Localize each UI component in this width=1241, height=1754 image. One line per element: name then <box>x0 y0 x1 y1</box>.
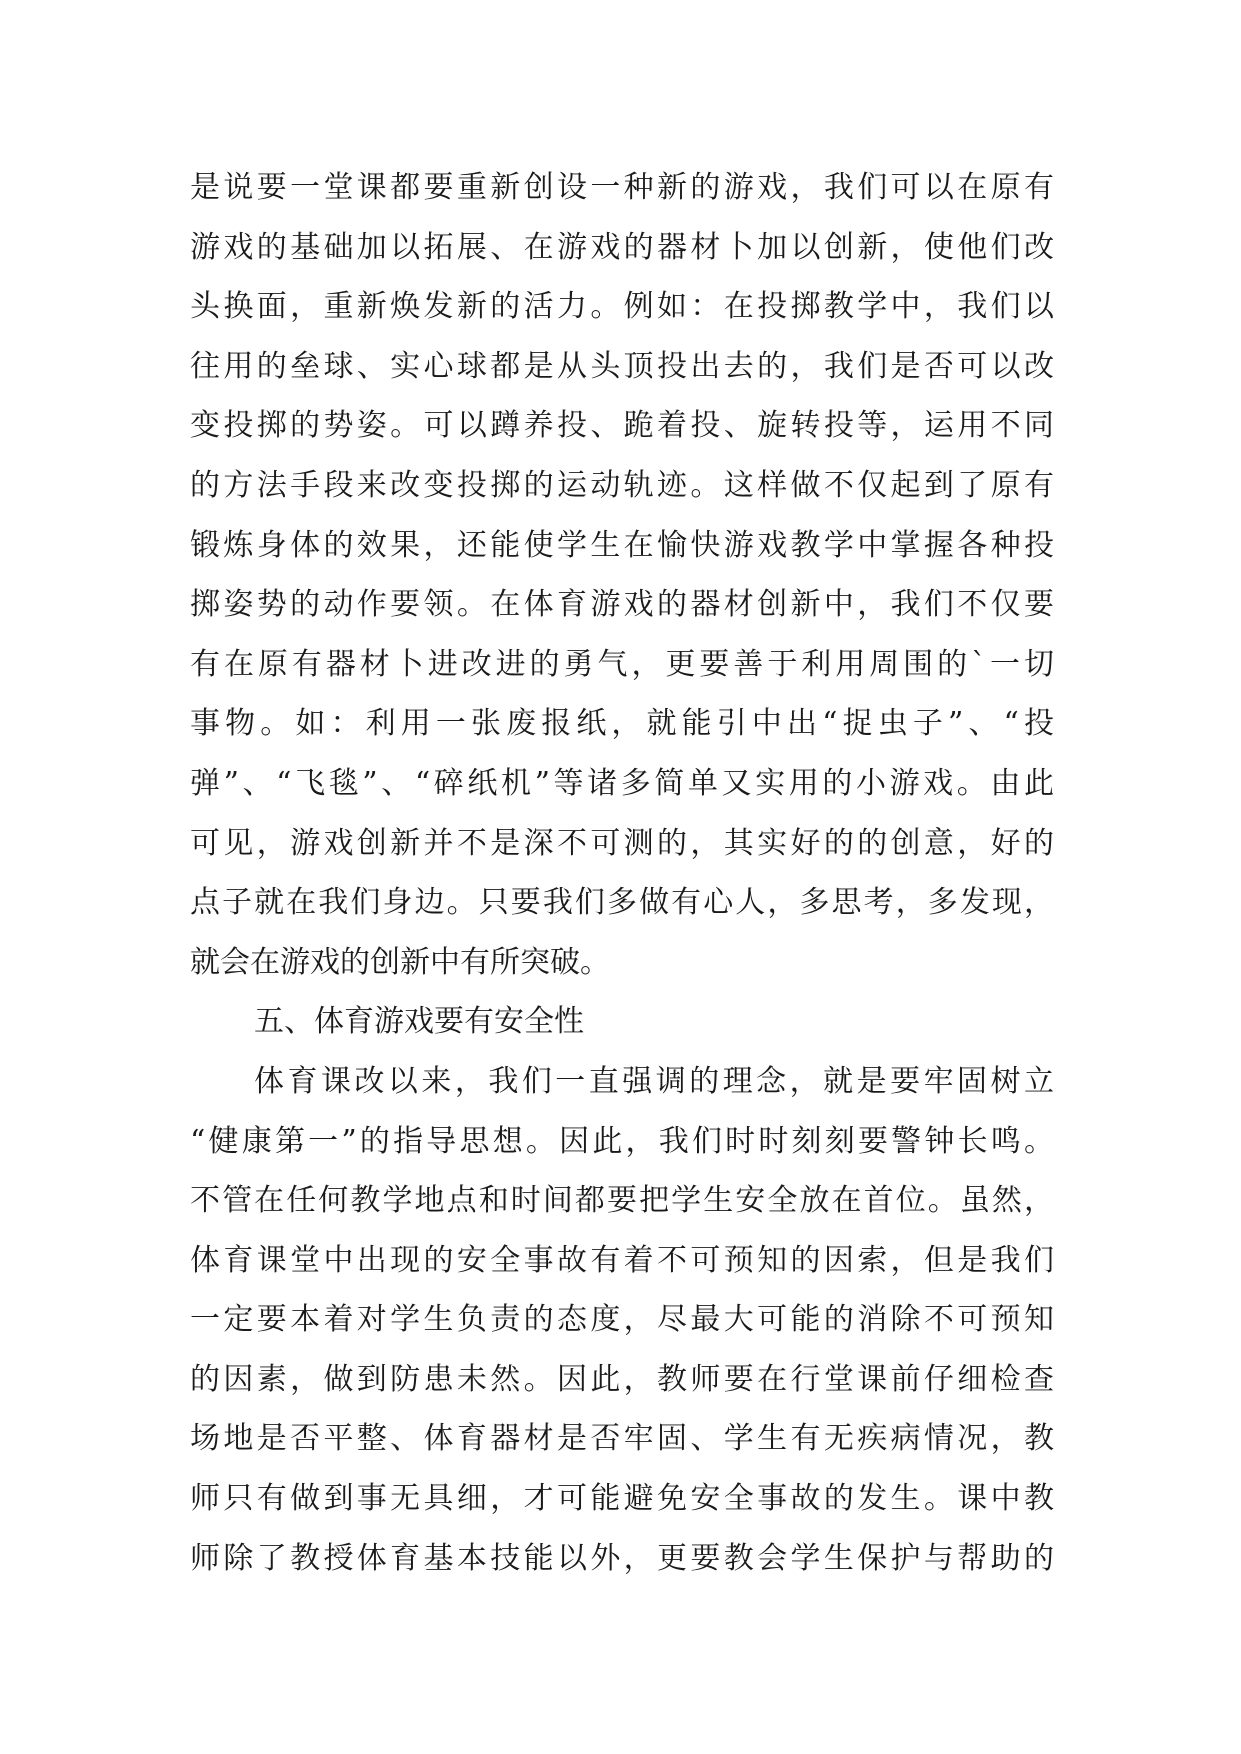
text-line: 头换面，重新焕发新的活力。例如：在投掷教学中，我们以 <box>190 289 1054 325</box>
text-line: 体育课改以来，我们一直强调的理念，就是要牢固树立 <box>254 1063 1054 1099</box>
text-line: 锻炼身体的效果，还能使学生在愉快游戏教学中掌握各种投 <box>190 527 1054 563</box>
text-line: 点子就在我们身边。只要我们多做有心人，多思考，多发现， <box>190 885 1054 921</box>
text-line: 游戏的基础加以拓展、在游戏的器材卜加以创新，使他们改 <box>190 229 1054 265</box>
text-line: 一定要本着对学生负责的态度，尽最大可能的消除不可预知 <box>190 1302 1054 1338</box>
paragraph-game-innovation <box>190 158 1054 992</box>
text-line: 体育课堂中出现的安全事故有着不可预知的因索，但是我们 <box>190 1242 1054 1278</box>
heading-text: 五、体育游戏要有安全性 <box>254 1004 584 1040</box>
text-line: 事物。如：利用一张废报纸，就能引中出“捉虫子”、“投 <box>190 706 1054 742</box>
text-line: 弹”、“飞毯”、“碎纸机”等诸多简单又实用的小游戏。由此 <box>190 765 1054 801</box>
text-line: 师只有做到事无具细，才可能避免安全事故的发生。课中教 <box>190 1481 1054 1517</box>
text-line: 有在原有器材卜进改进的勇气，更要善于利用周围的`一切 <box>190 646 1054 682</box>
text-line: 的方法手段来改变投掷的运动轨迹。这样做不仅起到了原有 <box>190 467 1054 503</box>
text-line: 是说要一堂课都要重新创设一种新的游戏，我们可以在原有 <box>190 170 1054 205</box>
section-heading-safety <box>190 992 1054 1052</box>
text-line: 往用的垒球、实心球都是从头顶投出去的，我们是否可以改 <box>190 348 1054 384</box>
text-line: 就会在游戏的创新中有所突破。 <box>190 944 610 980</box>
paragraph-safety <box>190 1052 1054 1588</box>
text-line: 师除了教授体育基本技能以外，更要教会学生保护与帮助的 <box>190 1540 1054 1576</box>
document-page <box>190 158 1054 1588</box>
text-line: 可见，游戏创新并不是深不可测的，其实好的的创意，好的 <box>190 825 1054 861</box>
text-line: 掷姿势的动作要领。在体育游戏的器材创新中，我们不仅要 <box>190 587 1054 623</box>
text-line: “健康第一”的指导思想。因此，我们时时刻刻要警钟长鸣。 <box>190 1123 1054 1159</box>
text-line: 的因素，做到防患未然。因此，教师要在行堂课前仔细检查 <box>190 1361 1054 1397</box>
text-line: 不管在任何教学地点和时间都要把学生安全放在首位。虽然， <box>190 1183 1054 1219</box>
text-line: 场地是否平整、体育器材是否牢固、学生有无疾病情况，教 <box>190 1421 1054 1457</box>
text-line: 变投掷的势姿。可以蹲养投、跪着投、旋转投等，运用不同 <box>190 408 1054 444</box>
